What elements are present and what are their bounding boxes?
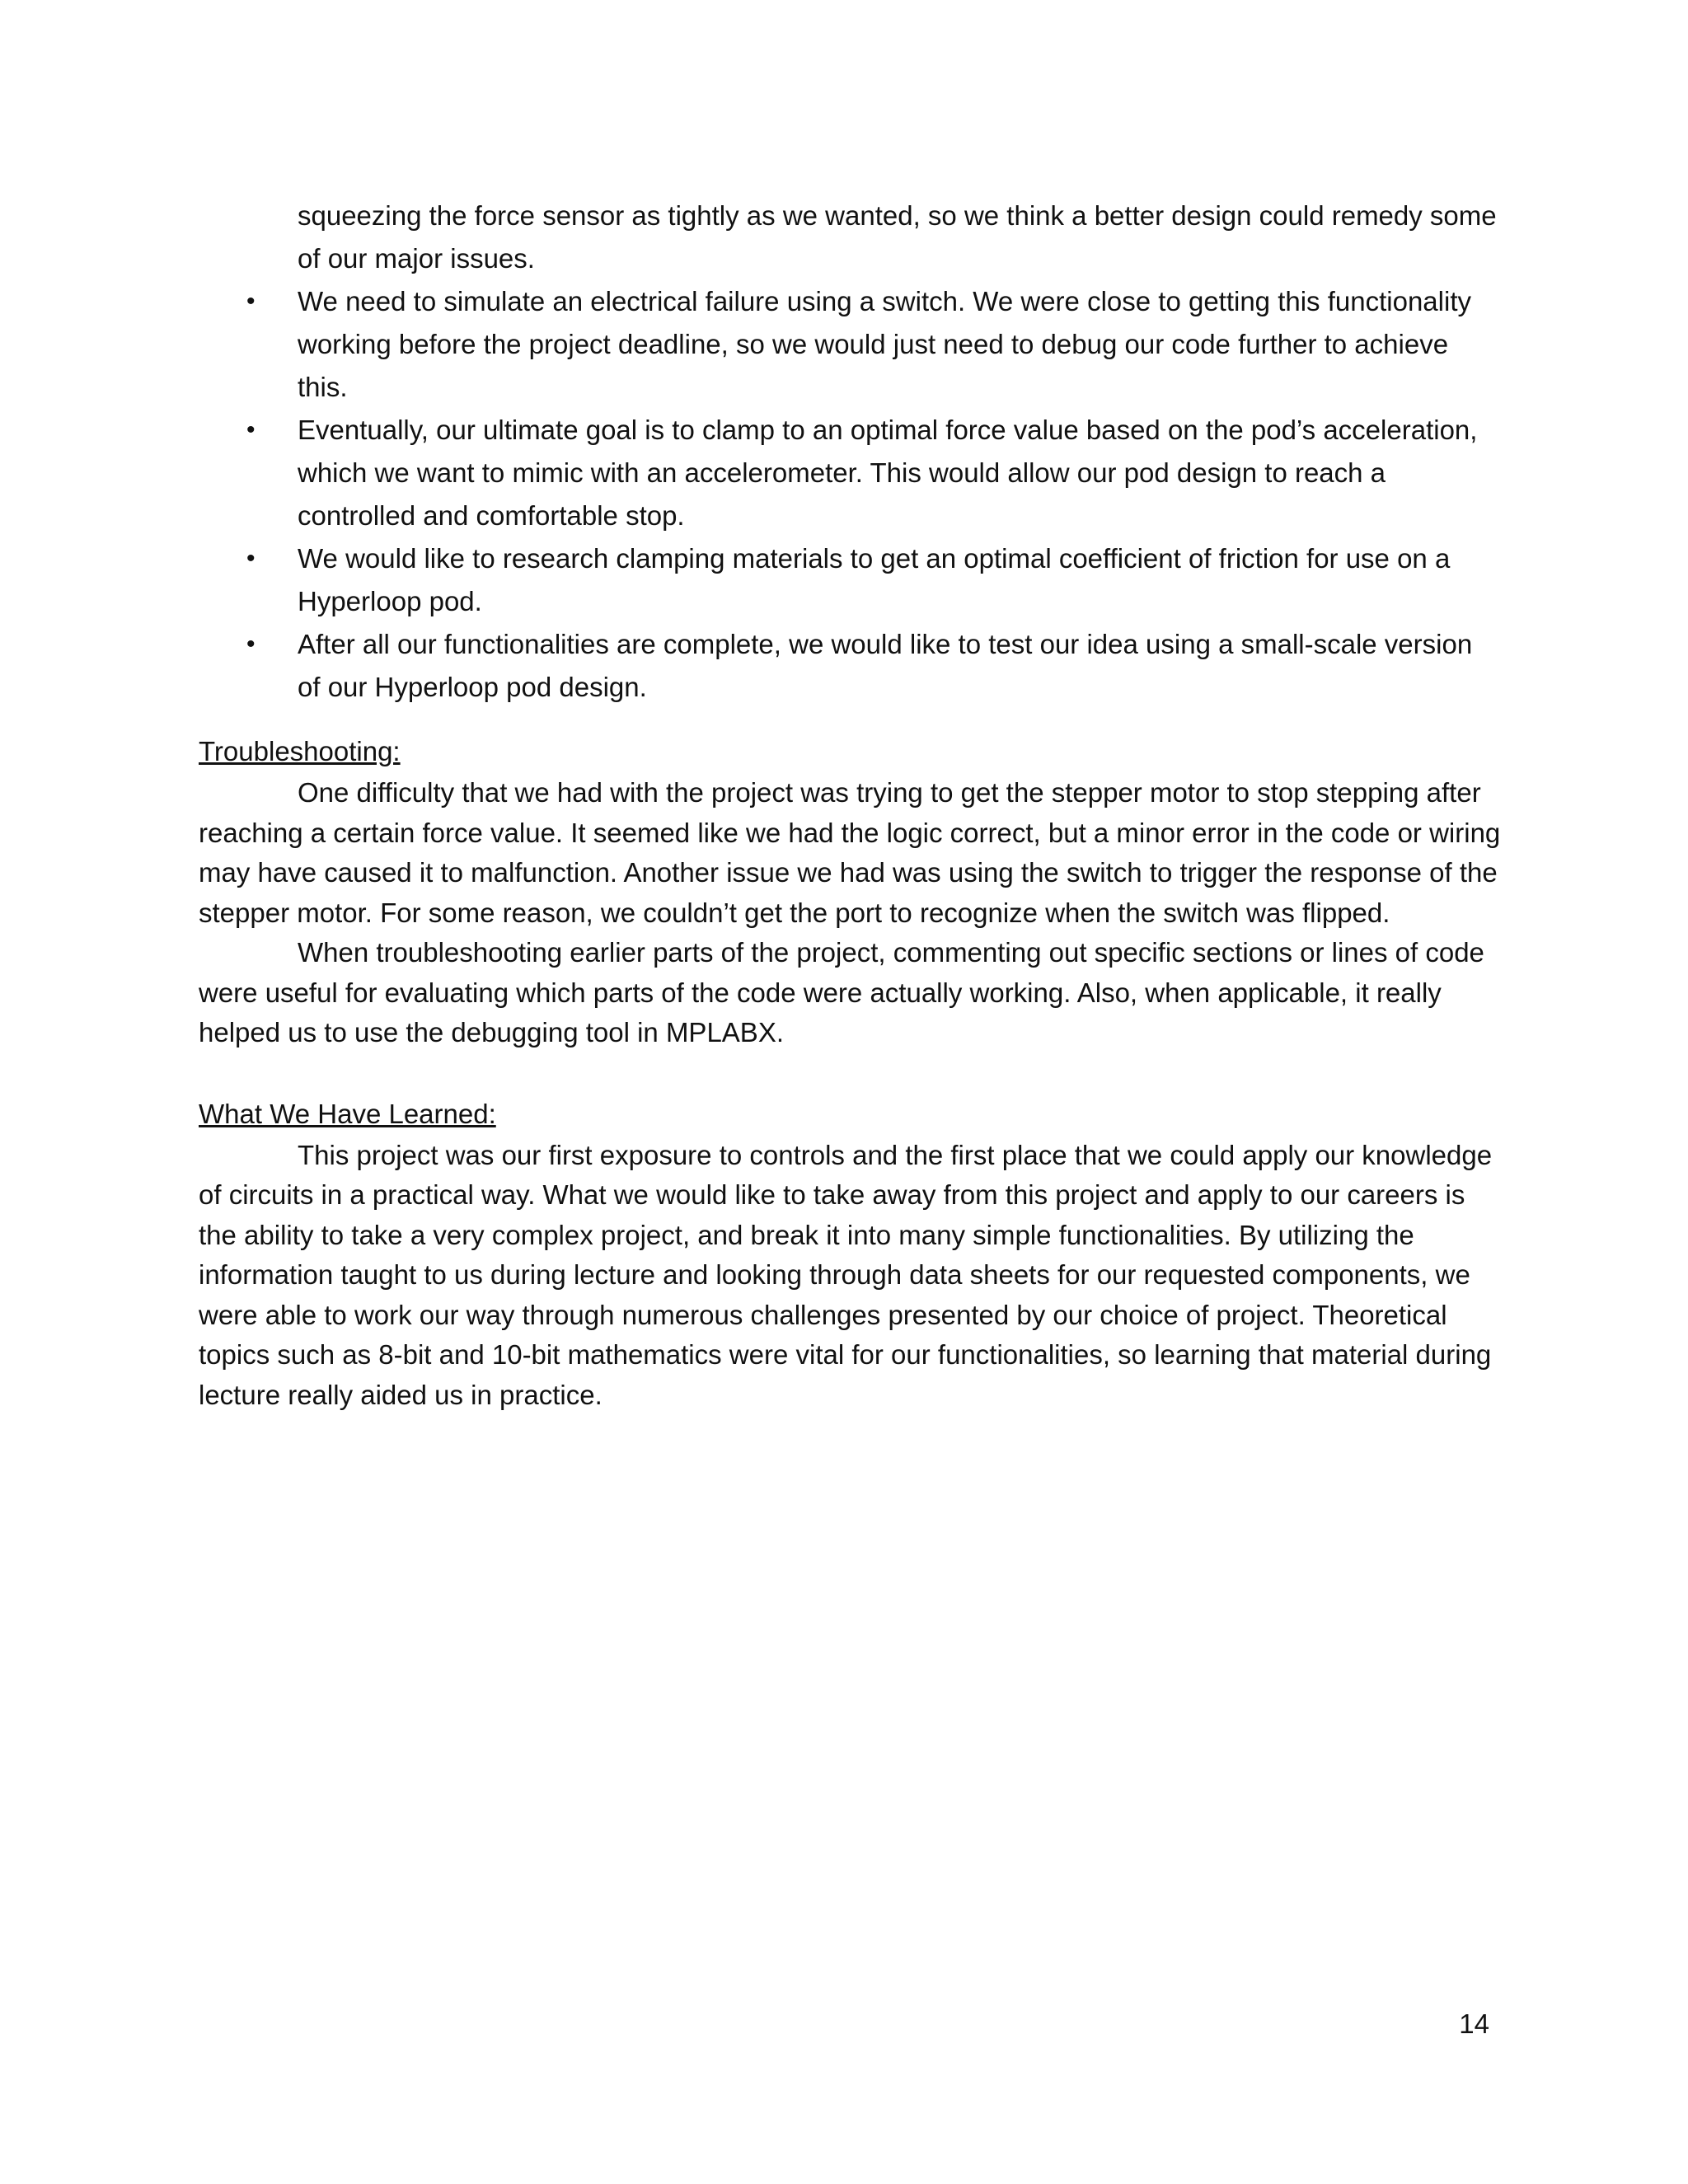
bullet-text: Eventually, our ultimate goal is to clamp to an optimal force value based on the pod’s acceleration, which we want to mimic with an accelerometer. This would allow our pod design to reach a controlled and comfortable stop. bbox=[298, 415, 1478, 531]
page-number: 14 bbox=[1459, 2008, 1489, 2039]
bullet-icon: • bbox=[246, 288, 256, 315]
bullet-icon: • bbox=[246, 545, 256, 572]
learned-section bbox=[199, 1093, 1501, 1416]
paragraph: One difficulty that we had with the project was trying to get the stepper motor to stop stepping after reaching a certain force value. It seemed like we had the logic correct, but a minor error in the code or wiring may have caused it to malfunction. Another issue we had was using the switch to trigger the response of the stepper motor. For some reason, we couldn’t get the port to recognize when the switch was flipped. bbox=[199, 777, 1501, 928]
bullet-text: After all our functionalities are complete, we would like to test our idea using a small-scale version of our Hyperloop pod design. bbox=[298, 629, 1473, 702]
bullet-icon: • bbox=[246, 416, 256, 443]
bullet-item bbox=[199, 537, 1501, 623]
paragraph: When troubleshooting earlier parts of the project, commenting out specific sections or lines of code were useful for evaluating which parts of the code were actually working. Also, when applicable, it really helped us to use the debugging tool in MPLABX. bbox=[199, 937, 1484, 1047]
section-heading-learned: What We Have Learned: bbox=[199, 1098, 496, 1129]
section-heading-troubleshooting: Troubleshooting: bbox=[199, 736, 401, 766]
continued-bullet-text: squeezing the force sensor as tightly as we wanted, so we think a better design could remedy some of our major issues. bbox=[298, 200, 1497, 274]
bullet-item bbox=[199, 623, 1501, 709]
page-content bbox=[199, 194, 1501, 1455]
bullet-item bbox=[199, 409, 1501, 537]
bullet-icon: • bbox=[246, 630, 256, 658]
bullet-text: We need to simulate an electrical failure using a switch. We were close to getting this functionality working before the project deadline, so we would just need to debug our code further to achieve this. bbox=[298, 286, 1471, 402]
troubleshooting-section bbox=[199, 730, 1501, 1053]
bullet-list bbox=[199, 280, 1501, 709]
bullet-item bbox=[199, 280, 1501, 409]
bullet-text: We would like to research clamping materials to get an optimal coefficient of friction for use on a Hyperloop pod. bbox=[298, 543, 1451, 616]
paragraph: This project was our first exposure to controls and the first place that we could apply our knowledge of circuits in a practical way. What we would like to take away from this project and apply to our careers is the ability to take a very complex project, and break it into many simple functionalities. By utilizing the information taught to us during lecture and looking through data sheets for our requested components, we were able to work our way through numerous challenges presented by our choice of project. Theoretical topics such as 8-bit and 10-bit mathematics were vital for our functionalities, so learning that material during lecture really aided us in practice. bbox=[199, 1139, 1493, 1410]
